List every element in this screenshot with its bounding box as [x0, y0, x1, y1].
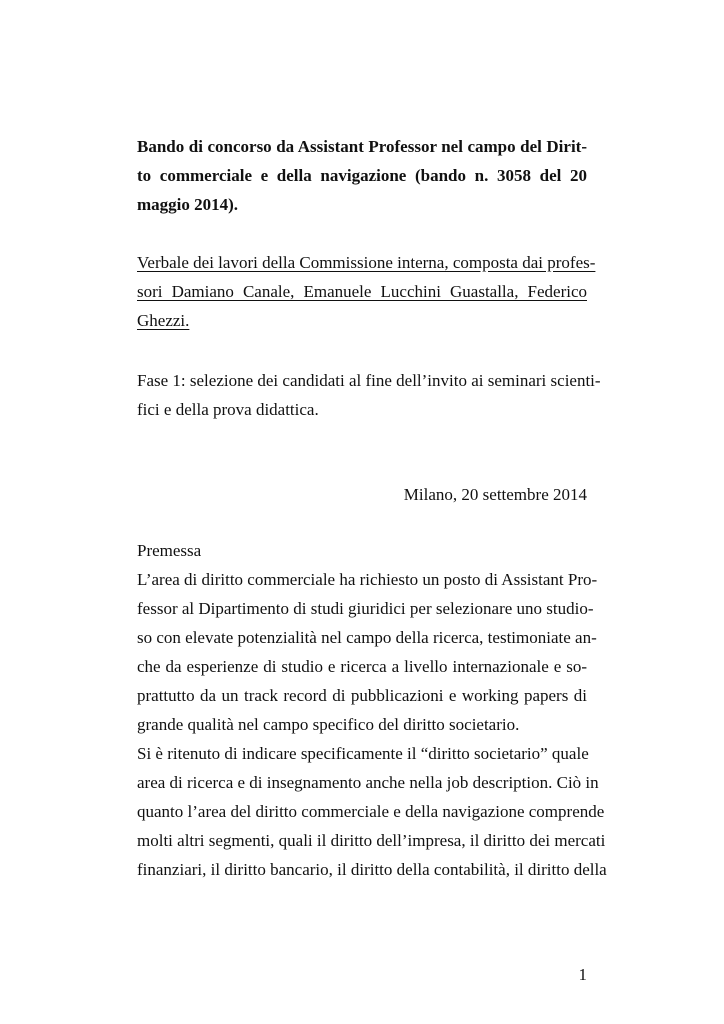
document-title — [137, 132, 587, 219]
premessa-section — [137, 536, 607, 884]
page-number: 1 — [578, 965, 587, 984]
paragraph-line: Si è ritenuto di indicare specificamente il “diritto societario” quale — [137, 744, 589, 763]
fase-line: fici e della prova didattica. — [137, 400, 319, 419]
paragraph-line: quanto l’area del diritto commerciale e della navigazione comprende — [137, 802, 605, 821]
paragraph-line: fessor al Dipartimento di studi giuridici per selezionare uno studio- — [137, 599, 594, 618]
title-line: to commerciale e della navigazione (bando n. 3058 del 20 — [137, 166, 587, 185]
verbale-heading — [137, 248, 596, 335]
verbale-line: sori Damiano Canale, Emanuele Lucchini Guastalla, Federico — [137, 282, 587, 301]
paragraph-line: finanziari, il diritto bancario, il diritto della contabilità, il diritto della — [137, 860, 607, 879]
date-place — [137, 480, 587, 509]
paragraph-line: prattutto da un track record di pubblicazioni e working papers di — [137, 686, 587, 705]
premessa-heading: Premessa — [137, 541, 202, 560]
fase-line: Fase 1: selezione dei candidati al fine dell’invito ai seminari scienti- — [137, 371, 601, 390]
verbale-line: Ghezzi. — [137, 311, 190, 330]
date-line: Milano, 20 settembre 2014 — [403, 485, 587, 504]
title-line: Bando di concorso da Assistant Professor nel campo del Dirit- — [137, 137, 587, 156]
paragraph-line: molti altri segmenti, quali il diritto dell’impresa, il diritto dei mercati — [137, 831, 606, 850]
paragraph-line: grande qualità nel campo specifico del diritto societario. — [137, 715, 520, 734]
title-line: maggio 2014). — [137, 195, 239, 214]
paragraph-line: so con elevate potenzialità nel campo della ricerca, testimoniate an- — [137, 628, 597, 647]
fase-heading — [137, 366, 601, 424]
paragraph-line: area di ricerca e di insegnamento anche nella job description. Ciò in — [137, 773, 599, 792]
paragraph-line: L’area di diritto commerciale ha richiesto un posto di Assistant Pro- — [137, 570, 598, 589]
verbale-line: Verbale dei lavori della Commissione interna, composta dai profes- — [137, 253, 596, 272]
paragraph-line: che da esperienze di studio e ricerca a livello internazionale e so- — [137, 657, 587, 676]
